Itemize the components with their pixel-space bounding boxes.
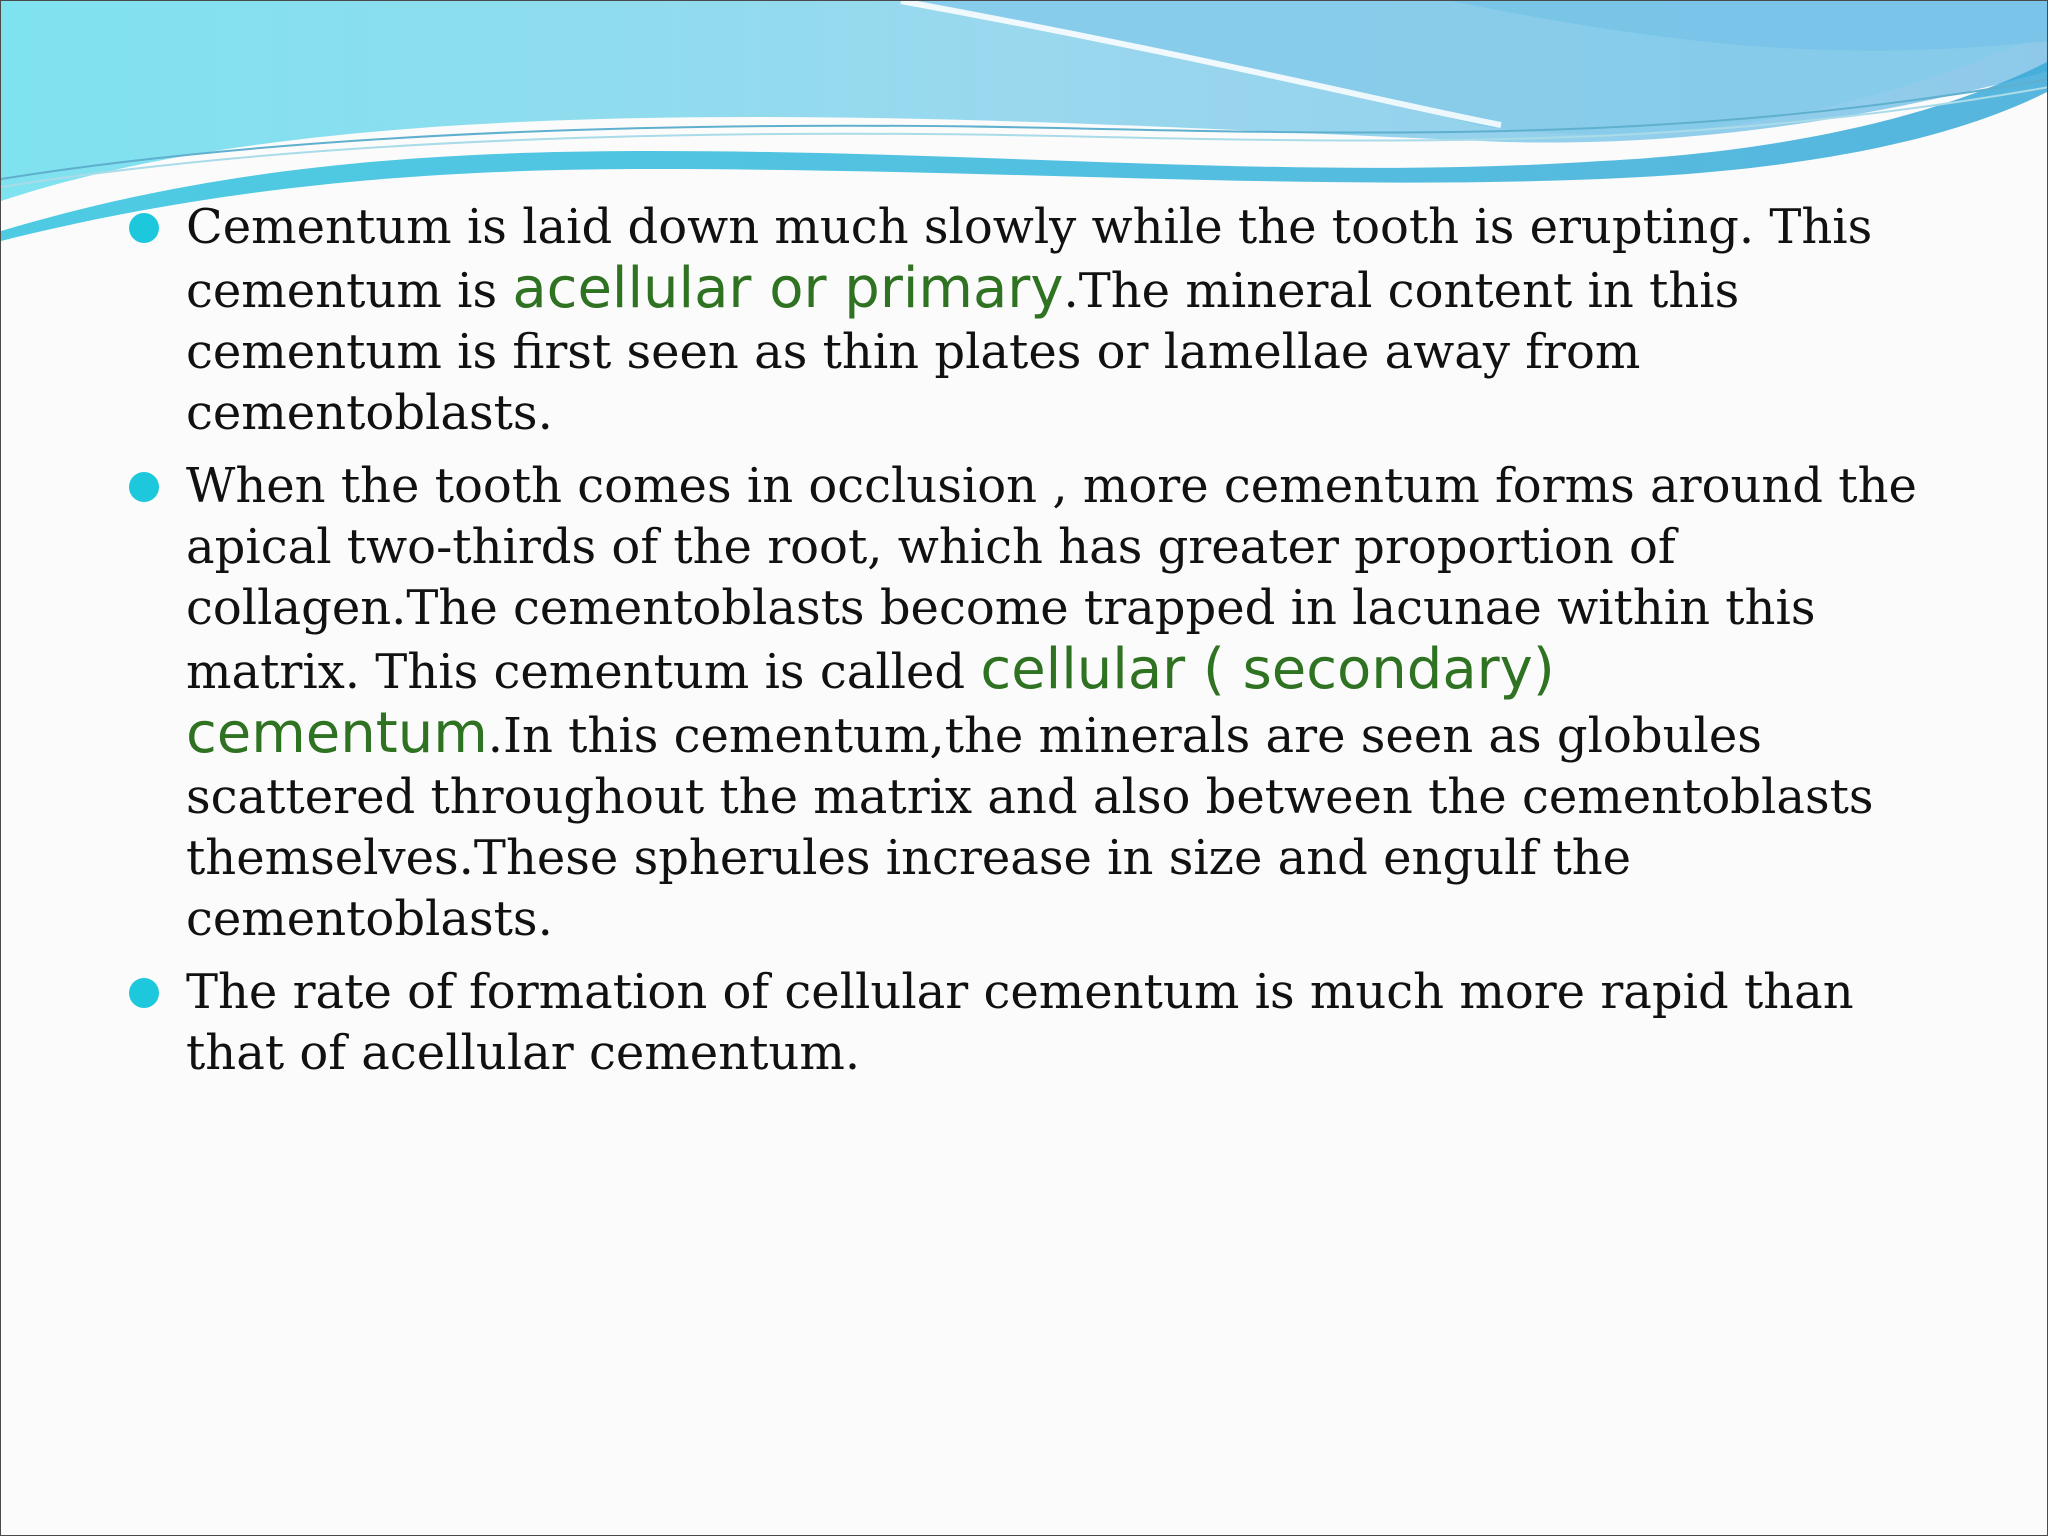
- bullet-text: .The mineral content in this cementum is first seen as thin plates or lamellae away from cementoblasts.: [186, 263, 1740, 441]
- bullet-text: .In this cementum,the minerals are seen as globules scattered throughout the matrix and also between the cementoblasts themselves.These spherules increase in size and engulf the cementoblasts.: [186, 708, 1874, 947]
- highlight-term: acellular or primary: [512, 256, 1064, 321]
- bullet-dot-icon: [129, 472, 159, 502]
- slide-body: [121, 197, 1921, 1096]
- bullet-item: [121, 962, 1921, 1084]
- bullet-text: Cementum is laid down much slowly while the tooth is erupting. This cementum is: [186, 199, 1873, 319]
- bullet-text: When the tooth comes in occlusion , more cementum forms around the apical two-thirds of the root, which has greater proportion of collagen.The cementoblasts become trapped in lacunae within this matrix. This cementum is called: [186, 458, 1917, 700]
- bullet-item: [121, 456, 1921, 950]
- highlight-term: cellular ( secondary) cementum: [186, 637, 1555, 766]
- bullet-text: The rate of formation of cellular cementum is much more rapid than that of acellular cementum.: [186, 964, 1854, 1081]
- bullet-dot-icon: [129, 213, 159, 243]
- bullet-list: [121, 197, 1921, 1084]
- bullet-item: [121, 197, 1921, 444]
- bullet-dot-icon: [129, 978, 159, 1008]
